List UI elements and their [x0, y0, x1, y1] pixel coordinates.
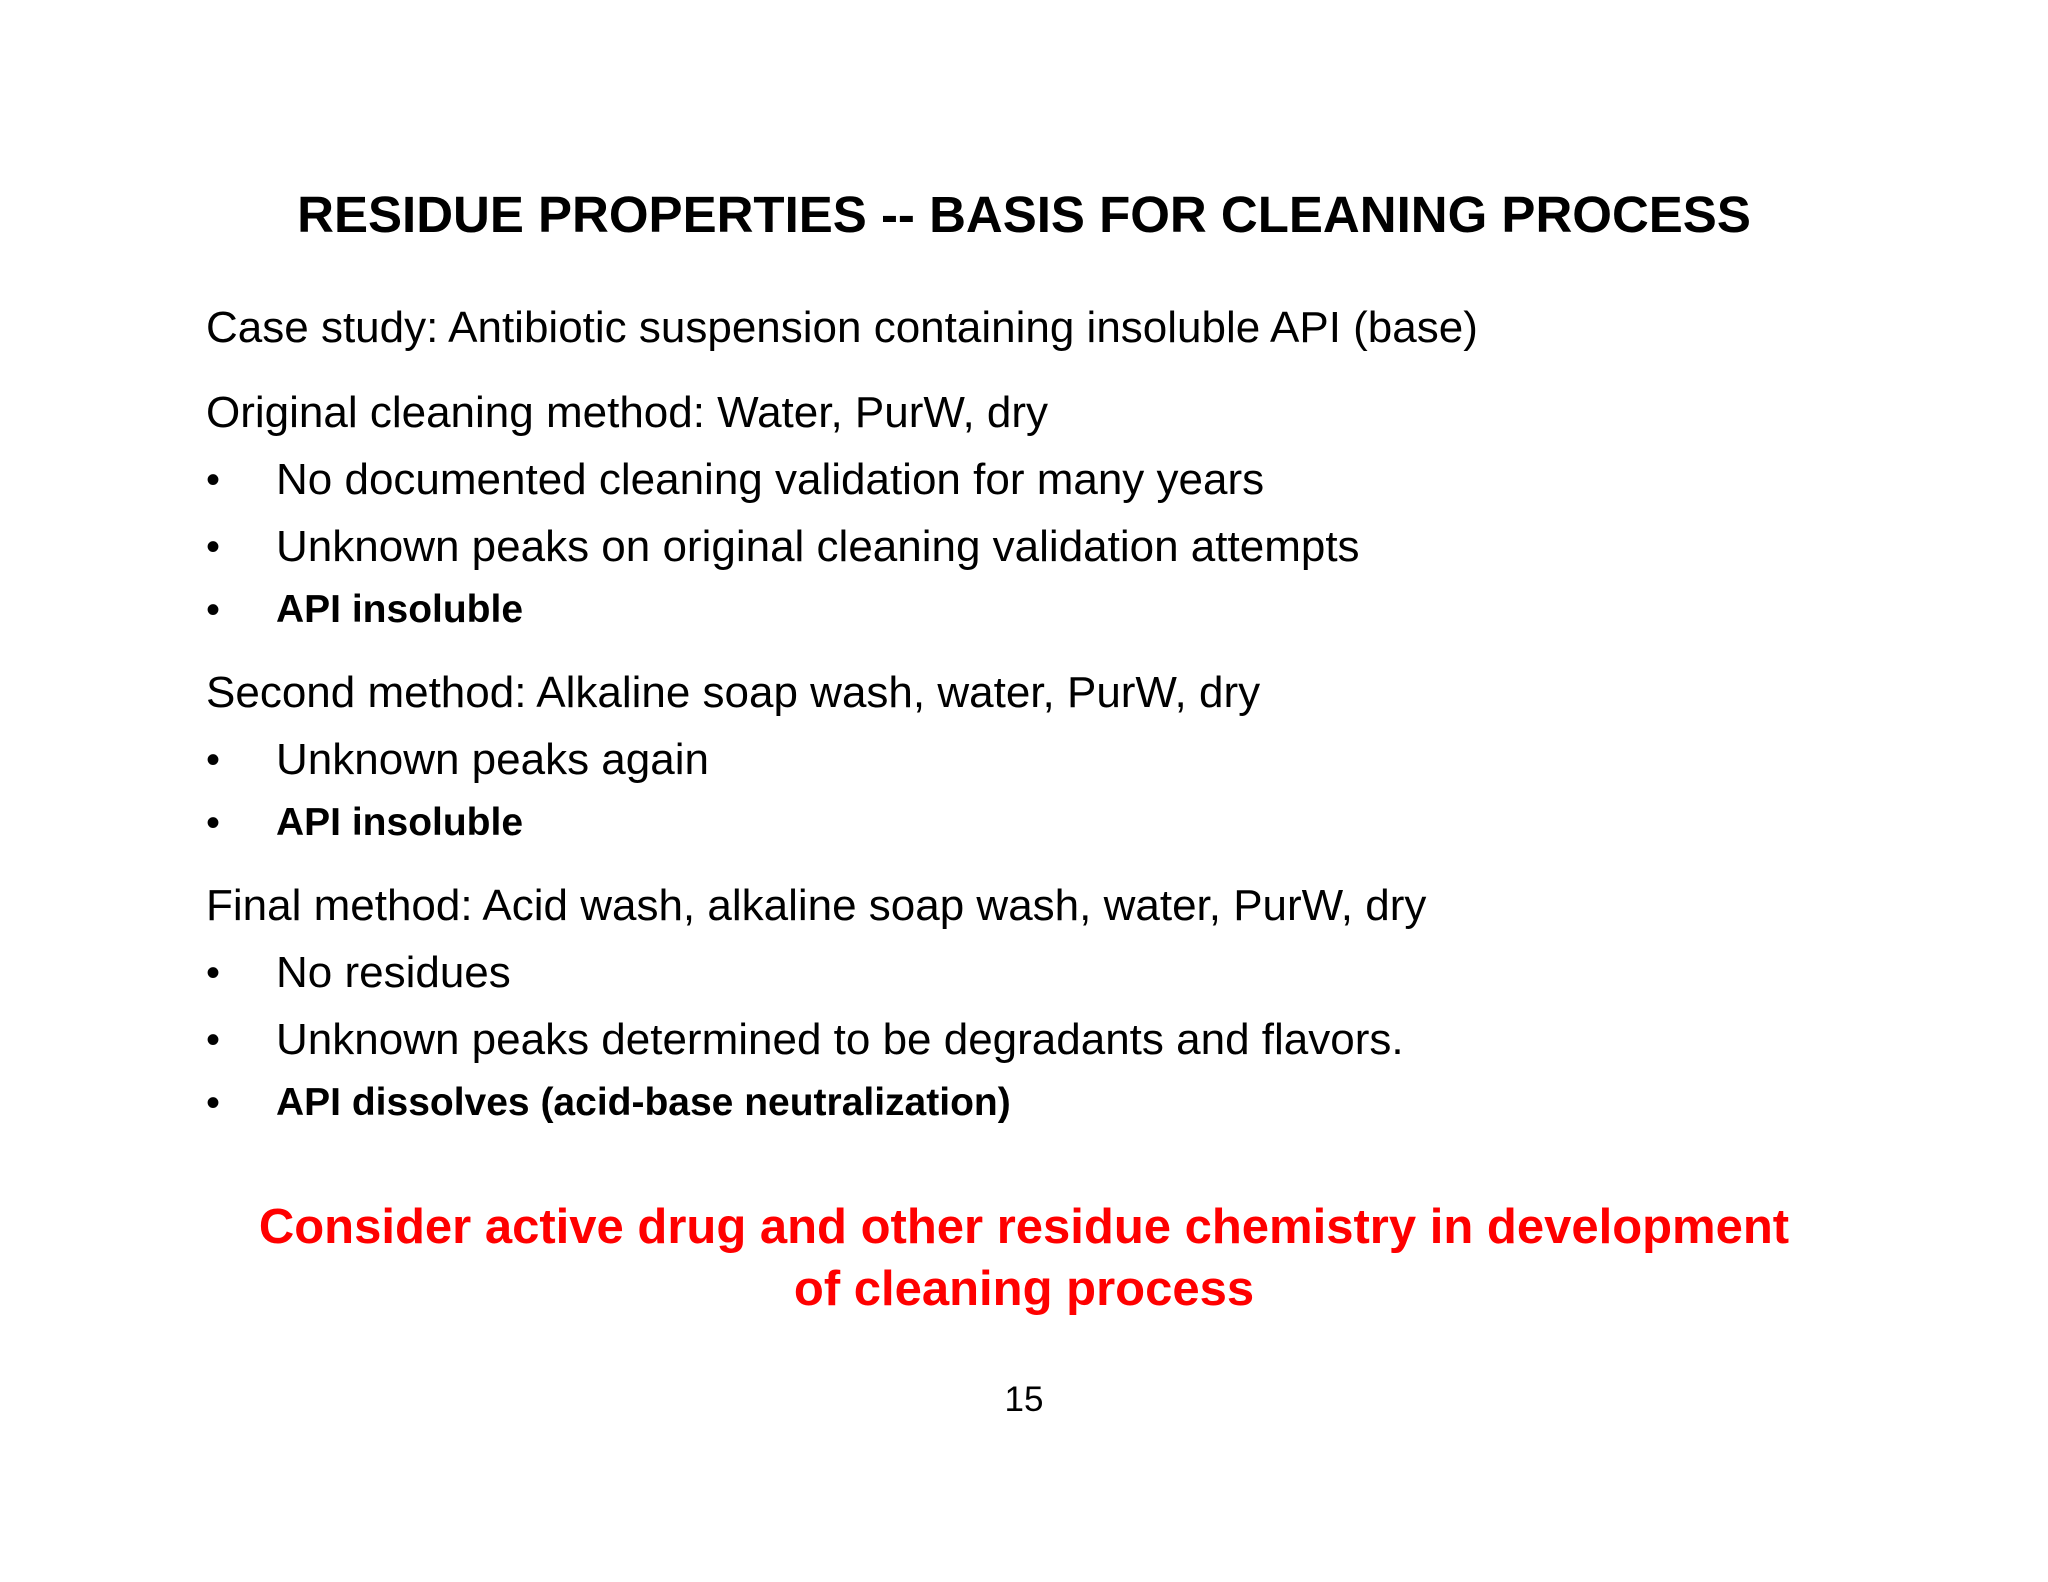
- bullet-icon: •: [206, 1081, 221, 1125]
- bullet-icon: •: [206, 458, 221, 502]
- list-item-text: Unknown peaks on original cleaning validation attempts: [276, 522, 1360, 571]
- bullet-icon: •: [206, 951, 221, 995]
- conclusion-line-1: Consider active drug and other residue chemistry in development: [258, 1200, 1790, 1254]
- bullet-icon: •: [206, 588, 221, 632]
- list-item-text: Unknown peaks again: [276, 735, 709, 784]
- conclusion-line-2: of cleaning process: [793, 1262, 1255, 1316]
- list-item-text: Unknown peaks determined to be degradants and flavors.: [276, 1015, 1404, 1064]
- bullet-icon: •: [206, 1018, 221, 1062]
- case-study-text: Case study: Antibiotic suspension containing insoluble API (base): [206, 303, 1478, 352]
- list-item-text: No residues: [276, 948, 511, 997]
- section-heading-final: Final method: Acid wash, alkaline soap wash, water, PurW, dry: [206, 881, 1427, 930]
- list-item-text: API dissolves (acid-base neutralization): [276, 1081, 1011, 1124]
- list-item-text: No documented cleaning validation for many years: [276, 455, 1265, 504]
- bullet-icon: •: [206, 525, 221, 569]
- conclusion-callout: [0, 1196, 2048, 1320]
- section-heading-original: Original cleaning method: Water, PurW, dry: [206, 388, 1049, 437]
- page-number: 15: [1004, 1380, 1044, 1419]
- section-heading-second: Second method: Alkaline soap wash, water, PurW, dry: [206, 668, 1261, 717]
- slide-title: RESIDUE PROPERTIES -- BASIS FOR CLEANING PROCESS: [297, 186, 1751, 243]
- bullet-icon: •: [206, 738, 221, 782]
- list-item-text: API insoluble: [276, 801, 524, 844]
- bullet-icon: •: [206, 801, 221, 845]
- list-item-text: API insoluble: [276, 588, 524, 631]
